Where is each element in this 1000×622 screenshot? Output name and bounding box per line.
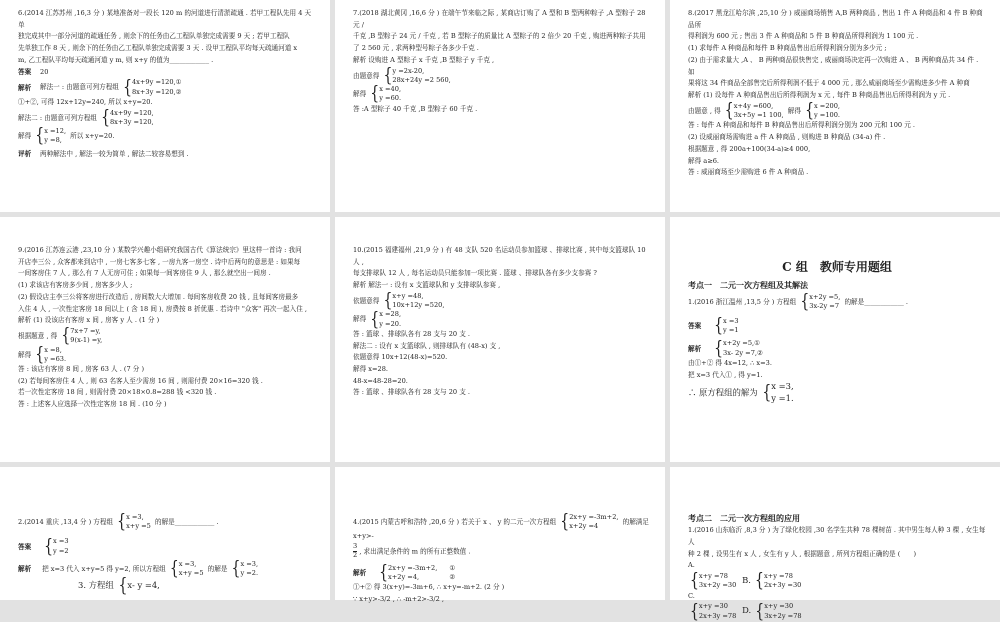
question-text: 入住 4 人 , 一次性定客房 18 间以上 ( 含 18 间 ), 房费按 8 折优惠 . 若诗中 "众客" 再次一起入住 ,: [18, 304, 307, 313]
equation: x =3,: [126, 513, 144, 521]
section-heading: 考点二 二元一次方程组的应用: [688, 513, 800, 523]
solution-text: ∵ x+y>-3/2 , ∴ -m+2>-3/2 ,: [353, 595, 444, 604]
equation: x =3: [53, 537, 69, 546]
equation: x+2y =4,: [388, 573, 420, 582]
equation: 2x+y =-3m+2,: [569, 513, 619, 521]
equation: 3x+2y =30: [698, 581, 737, 590]
equation-system: {x+2y =5, 3x-2y =7: [800, 291, 841, 313]
solution-text: 48-x=48-28=20.: [353, 376, 408, 385]
answer-value: 20: [40, 67, 49, 76]
solution-text: 解析 (1) 设每件 A 种商品售出后所得利润为 x 元 , 每件 B 种商品售出后所得利润为 y 元 .: [688, 91, 951, 100]
equation-system: {x+y =30 3x+2y =78: [755, 601, 802, 622]
question-text: 独完成其中一部分河道的疏通任务 , 则余下的任务由乙工程队单独完成需要 9 天 ; 若甲工程队: [18, 32, 290, 41]
equation: y =2.: [240, 569, 259, 578]
equation: x+y =78: [763, 572, 793, 581]
solution-text: 解得: [18, 350, 32, 359]
question-text: 果将这 34 件商品全部售完后所得利润不低于 4 000 元 , 那么威丽商场至少需购进多少件 A 种商: [688, 79, 970, 88]
solution-text: 由题意 , 得: [688, 107, 721, 116]
equation: y =20.: [379, 319, 402, 328]
question-text: 的解是____________ .: [844, 297, 908, 306]
equation: x+y =5: [126, 522, 151, 531]
equation: 9(x-1) =y,: [70, 336, 103, 345]
equation: 2x+3y =78: [698, 611, 737, 620]
page-question-7: [335, 0, 665, 212]
option-d: [742, 602, 803, 620]
equation-system: {2x+y =-3m+2, x+2y =4,: [379, 562, 438, 584]
equation: x+2y =5,①: [723, 339, 761, 348]
equation: x =28,: [379, 310, 402, 319]
solution-text: 由①+② 得 4x=12, ∴ x=3.: [688, 358, 772, 367]
equation: y =63.: [44, 354, 67, 363]
solution-text: 解得 a≥6.: [688, 156, 720, 165]
question-text: 了 2 560 元 , 求两种型号粽子各多少千克 .: [353, 44, 479, 53]
equation: x+y =5: [178, 569, 204, 578]
question-text: 如: [688, 67, 695, 76]
equation-system: {x =3, x+y =5: [117, 511, 151, 533]
answer-label: 答案: [18, 67, 32, 76]
equation: x =12,: [44, 127, 67, 136]
question-text: 7.(2018 湖北黄冈 ,16,6 分 ) 在端午节来临之际 , 某商店订购了 A 型和 B 型两种粽子 ,A 型粽子 28 元 /: [353, 9, 646, 29]
solution-label: 解析: [688, 344, 702, 353]
equation-system: {x+y =30 2x+3y =78: [690, 601, 737, 622]
equation: x- y =4,: [127, 579, 160, 590]
equation: x =3,: [178, 559, 197, 568]
question-text: 9.(2016 江苏连云港 ,23,10 分 ) 某数学兴趣小组研究我国古代《算法统宗》里这样一首诗 : 我问: [18, 246, 302, 254]
comment-text: 两种解法中 , 解法一较为简单 , 解法二较容易想到 .: [40, 150, 189, 159]
equation: x+y =78: [698, 572, 728, 581]
question-text: 得利润为 600 元 ; 售出 3 件 A 种商品和 5 件 B 种商品所得利润为 1 100 元 .: [688, 32, 919, 41]
equation-system: {x =12, y =8,: [35, 125, 67, 147]
equation: 3x+5y =1 100,: [733, 111, 784, 120]
solution-text: ①+②, 可得 12x+12y=240, 所以 x+y=20.: [18, 97, 153, 106]
question-text: 3. 方程组: [78, 580, 114, 591]
option-b: [742, 572, 803, 590]
solution-text: 答 : 每件 A 种商品和每件 B 种商品售出后所得利润分别为 200 元和 100 元 .: [688, 121, 915, 130]
solution-text: ①+② 得 3(x+y)=-3m+6, ∴ x+y=-m+2. (2 分 ): [353, 583, 505, 592]
equation: x =3: [723, 317, 739, 326]
question-text: 2.(2014 重庆 ,13,4 分 ) 方程组: [18, 518, 114, 527]
solution-text: 解得: [787, 107, 801, 116]
solution-text: 的解是: [207, 565, 228, 574]
equation-system: {x+2y =5,① 3x- 2y =7,②: [714, 338, 763, 360]
question-text: 千克 ,B 型粽子 24 元 / 千克 , 若 B 型粽子的质量比 A 型粽子的 2 倍少 20 千克 , 购进两种粽子共用: [353, 32, 646, 41]
equation-system: {x =3, y =1.: [762, 381, 794, 404]
solution-text: 依题意得 10x+12(48-x)=520.: [353, 353, 448, 362]
equation: y =2x-20,: [392, 66, 425, 75]
solution-text: 把 x=3 代入① , 得 y=1.: [688, 370, 763, 379]
question-text: 人 ,: [353, 257, 364, 266]
equation-system: {x =3, y =2.: [231, 558, 259, 580]
equation: x =40,: [379, 85, 402, 94]
equation: x+2y =5,: [809, 292, 841, 301]
equation: x =200,: [813, 101, 841, 110]
section-heading: 考点一 二元一次方程组及其解法: [688, 280, 808, 291]
option-a: [688, 560, 740, 590]
solution-text: 解法一 : 由题意可列方程组: [40, 83, 119, 92]
option-label: D.: [742, 605, 752, 616]
fraction: [353, 543, 357, 560]
equation: x+2y =4: [569, 522, 599, 531]
solution-text: 解得 x=28.: [353, 365, 389, 374]
solution-text: 解法二 : 设有 x 支篮球队 , 则排球队有 (48-x) 支 ,: [353, 341, 501, 350]
equation-system: {x+y =78 2x+3y =30: [755, 570, 802, 592]
solution-label: 解析: [18, 83, 32, 92]
question-text: 一间客房住 7 人 , 那么有 7 人无房可住 ; 如果每一间客房住 9 人 , 那么就空出一间房 .: [18, 269, 271, 278]
equation: y =1.: [771, 393, 794, 404]
solution-text: 根据题意 , 得 200a+100(34-a)≥4 000,: [688, 144, 811, 153]
solution-text: 由题意得: [353, 71, 380, 80]
equation: x =8,: [44, 345, 62, 354]
page-question-2: [0, 467, 330, 600]
equation-system: {4x+9y =120,① 8x+3y =120,②: [123, 77, 182, 99]
question-text: 品所: [688, 20, 702, 29]
solution-text: 答 : 上述客人应选择一次性定客房 18 间 . (10 分 ): [18, 400, 167, 409]
solution-text: 解析 解法一 : 设有 x 支篮球队和 y 支排球队参赛 ,: [353, 281, 501, 290]
solution-text: 解得: [18, 132, 32, 141]
question-text: m, 乙工程队平均每天疏通河道 y m, 则 x+y 的值为____________ .: [18, 55, 214, 64]
solution-text: 解得: [353, 315, 367, 324]
equation: 10x+12y =520,: [392, 301, 445, 310]
equation: x =3,: [771, 381, 794, 392]
equation: 4x+9y =120,①: [131, 78, 182, 87]
equation: y =2: [53, 546, 69, 555]
solution-text: 答 :A 型粽子 40 千克 ,B 型粽子 60 千克 .: [353, 104, 478, 113]
solution-label: 解析: [353, 569, 367, 578]
equation: 3x-2y =7: [809, 301, 840, 310]
equation-system: {x =40, y =60.: [370, 83, 402, 105]
question-text: (2) 假设店主李三公将客房进行改造后 , 房间数大大增加 . 每间客房收费 20 钱 , 且每间客房最多: [18, 292, 299, 301]
option-label: B.: [742, 575, 751, 586]
solution-text: 答 : 篮球 、排球队各有 28 支与 20 支 .: [353, 388, 470, 397]
solution-text: 解析 (1) 设该店有客房 x 间 , 房客 y 人 . (1 分 ): [18, 316, 160, 325]
solution-text: 解法二 : 由题意可列方程组: [18, 113, 97, 122]
question-text: 种 2 棵 , 设男生有 x 人 , 女生有 y 人 , 根据题意 , 所列方程组正确的是 ( ): [688, 549, 917, 558]
option-c: [688, 591, 740, 621]
question-text: 1.(2016 浙江温州 ,13,5 分 ) 方程组: [688, 297, 797, 306]
equation: 28x+24y =2 560,: [392, 75, 451, 84]
question-text: (1) 求每件 A 种商品和每件 B 种商品售出后所得利润分别为多少元 ;: [688, 44, 887, 53]
question-text: 先单独工作 8 天 , 则余下的任务由乙工程队单独完成需要 3 天 . 设甲工程队平均每天疏通河道 x: [18, 44, 298, 53]
question-text: 的解是____________ .: [154, 518, 219, 527]
option-label: A.: [688, 561, 695, 570]
page-teacher-group: [670, 217, 1000, 462]
equation: 4x+9y =120,: [109, 108, 154, 117]
question-text: 8.(2017 黑龙江哈尔滨 ,25,10 分 ) 威丽商场销售 A,B 两种商品 , 售出 1 件 A 种商品和 4 件 B 种商: [688, 9, 983, 17]
equation: 2x+3y =30: [763, 581, 802, 590]
question-text: (1) 求该店有客房多少间 , 房客多少人 ;: [18, 281, 133, 290]
comment-label: 评析: [18, 150, 32, 159]
page-application-section: [670, 467, 1000, 622]
denominator: 2: [353, 551, 358, 560]
question-text: 开店李三公 , 众客都来到店中 , 一房七客多七客 , 一房九客一房空 . 诗中后两句的意思是 : 如果每: [18, 257, 301, 266]
question-text: , 求出满足条件的 m 的所有正整数值 .: [359, 547, 471, 556]
equation-system: {x+y =78 3x+2y =30: [690, 570, 737, 592]
question-text: (2) 由于需求量大 ,A 、 B 两种商品很快售完 , 威丽商场决定再一次购进 A 、 B 两种商品共 34 件 .: [688, 55, 979, 64]
equation: 2x+y =-3m+2,: [388, 563, 438, 572]
question-text: 的解满足 x+y>-: [353, 518, 649, 541]
question-text: 10.(2015 福建福州 ,21,9 分 ) 有 48 支队 520 名运动员参加篮球 、排球比赛 , 其中每支篮球队 10: [353, 246, 646, 254]
solution-text: (2) 设威丽商场需购进 a 件 A 种商品 , 则购进 B 种商品 (34-a) 件 .: [688, 133, 886, 142]
solution-text: 答 : 该店有客房 8 间 , 房客 63 人 . (7 分 ): [18, 365, 145, 374]
equation: x =3,: [240, 559, 259, 568]
equation-system: {x+y =48, 10x+12y =520,: [383, 290, 445, 312]
solution-text: 把 x=3 代入 x+y=5 得 y=2, 所以方程组: [42, 565, 166, 574]
solution-label: 解析: [18, 565, 32, 574]
equation: 7x+7 =y,: [70, 327, 101, 336]
solution-text: (2) 若每间客房住 4 人 , 则 63 名客人至少需房 16 间 , 则需付费 20×16=320 钱 .: [18, 376, 263, 385]
equation: x+4y =600,: [733, 101, 774, 110]
answer-label: 答案: [18, 542, 32, 551]
answer-system: {x =3 y =1: [714, 315, 739, 337]
page-question-8: [670, 0, 1000, 212]
equation-system: {2x+y =-3m+2, x+2y =4: [560, 511, 619, 533]
equation: 8x+3y =120,②: [131, 87, 182, 96]
equation-system: {x =3, x+y =5: [169, 558, 204, 580]
equation: y =1: [723, 326, 739, 335]
page-question-9: [0, 217, 330, 462]
equation-system: {y =2x-20, 28x+24y =2 560,: [383, 65, 451, 87]
equation-system: {x+4y =600, 3x+5y =1 100,: [724, 100, 784, 122]
equation: x+y =48,: [392, 291, 424, 300]
question-text: 每支排球队 12 人 , 每名运动员只能参加一项比赛 . 篮球 、排球队各有多少支参赛 ?: [353, 269, 597, 278]
equation-system: {4x+9y =120, 8x+3y =120,: [101, 107, 154, 129]
equation: y =8,: [44, 136, 62, 145]
equation: 3x- 2y =7,②: [723, 348, 763, 357]
equation: 8x+3y =120,: [109, 117, 154, 126]
equation-system: {x =200, y =100.: [805, 100, 841, 122]
answer-label: 答案: [688, 322, 702, 331]
solution-text: ∴ 原方程组的解为: [688, 387, 758, 398]
equation: y =60.: [379, 94, 402, 103]
equation-number: ②: [449, 573, 456, 582]
equation-system: {x- y =4,: [118, 575, 160, 597]
solution-text: 根据题意 , 得: [18, 332, 58, 341]
question-text: 6.(2014 江苏苏州 ,16,3 分 ) 某地准备对一段长 120 m 的河道进行清淤疏通 . 若甲工程队先用 4 天单: [18, 9, 312, 29]
equation-system: {x =28, y =20.: [370, 309, 402, 330]
group-heading: C 组 教师专用题组: [782, 260, 892, 274]
equation: y =100.: [813, 111, 841, 120]
equation: x+y =30: [698, 602, 728, 611]
solution-text: 答 : 篮球 、排球队各有 28 支与 20 支 .: [353, 329, 470, 338]
equation: x+y =30: [764, 602, 794, 611]
solution-text: 解析 设购进 A 型粽子 x 千克 ,B 型粽子 y 千克 ,: [353, 55, 495, 64]
option-label: C.: [688, 591, 695, 600]
equation-system: {x =8, y =63.: [35, 344, 67, 366]
numerator: 3: [353, 542, 358, 551]
solution-text: 解得: [353, 90, 367, 99]
page-question-6: [0, 0, 330, 212]
question-text: 1.(2016 山东临沂 ,8,3 分 ) 为了绿化校园 ,30 名学生共种 78 棵树苗 . 其中男生每人种 3 棵 , 女生每人: [688, 526, 986, 546]
solution-text: 答 : 威丽商场至少需购进 6 件 A 种商品 .: [688, 168, 809, 177]
solution-text: 依题意得: [353, 297, 380, 306]
equation: 3x+2y =78: [764, 611, 802, 620]
question-text: 4.(2015 内蒙古呼和浩特 ,20,6 分 ) 若关于 x 、 y 的二元一次方程组: [353, 518, 557, 527]
equation-number: ①: [449, 563, 456, 572]
page-question-4: [335, 467, 665, 604]
equation-system: {7x+7 =y, 9(x-1) =y,: [61, 325, 103, 347]
answer-system: {x =3 y =2: [44, 536, 69, 558]
solution-text: 所以 x+y=20.: [70, 132, 115, 141]
page-question-10: [335, 217, 665, 462]
solution-text: 若一次性定客房 18 间 , 则需付费 20×18×0.8=288 钱 <320 钱 .: [18, 388, 217, 397]
